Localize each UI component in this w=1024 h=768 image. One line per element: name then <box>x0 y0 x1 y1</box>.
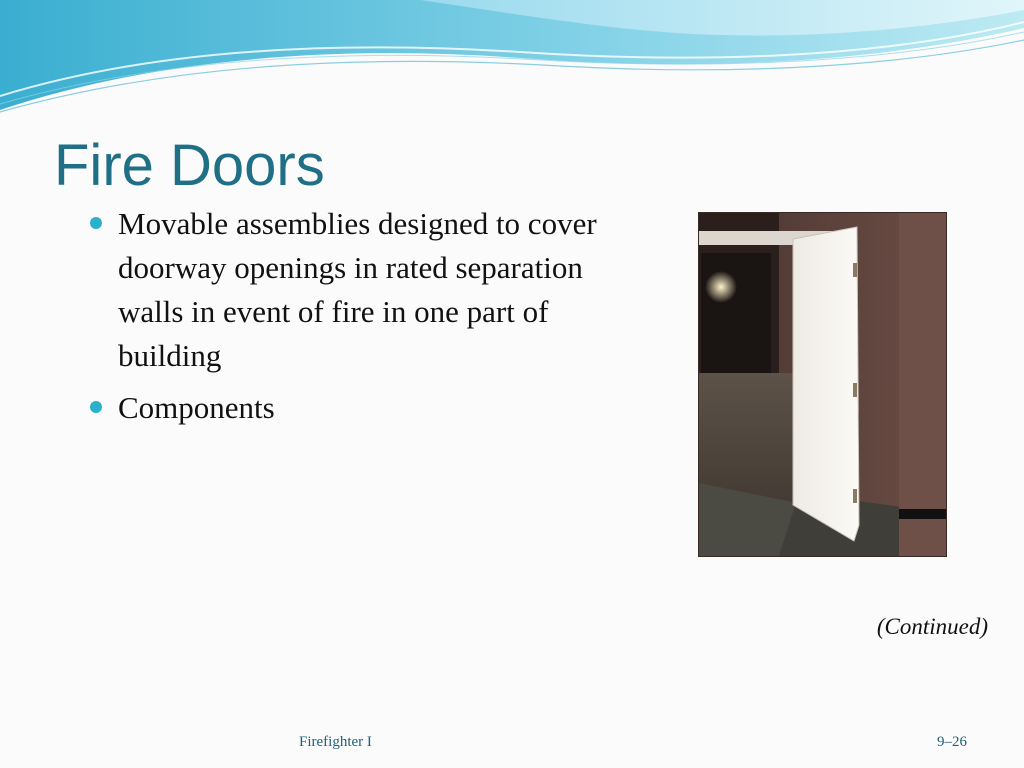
footer-slide-number: 9–26 <box>937 734 967 750</box>
bullet-dot-icon <box>90 217 102 229</box>
bullet-item-description <box>88 202 648 378</box>
bullet-item-components <box>88 386 648 430</box>
open-fire-door-photo <box>698 212 947 557</box>
bullet-text: Components <box>118 390 275 425</box>
slide-title: Fire Doors <box>54 133 325 198</box>
header-wave-decoration <box>0 0 1024 120</box>
continued-note: (Continued) <box>876 614 988 639</box>
footer-course-title: Firefighter I <box>299 734 372 750</box>
bullet-text: Movable assemblies designed to cover doorway openings in rated separation walls in event of fire in one part of building <box>118 206 597 373</box>
bullet-dot-icon <box>90 401 102 413</box>
bullet-list <box>88 202 648 438</box>
